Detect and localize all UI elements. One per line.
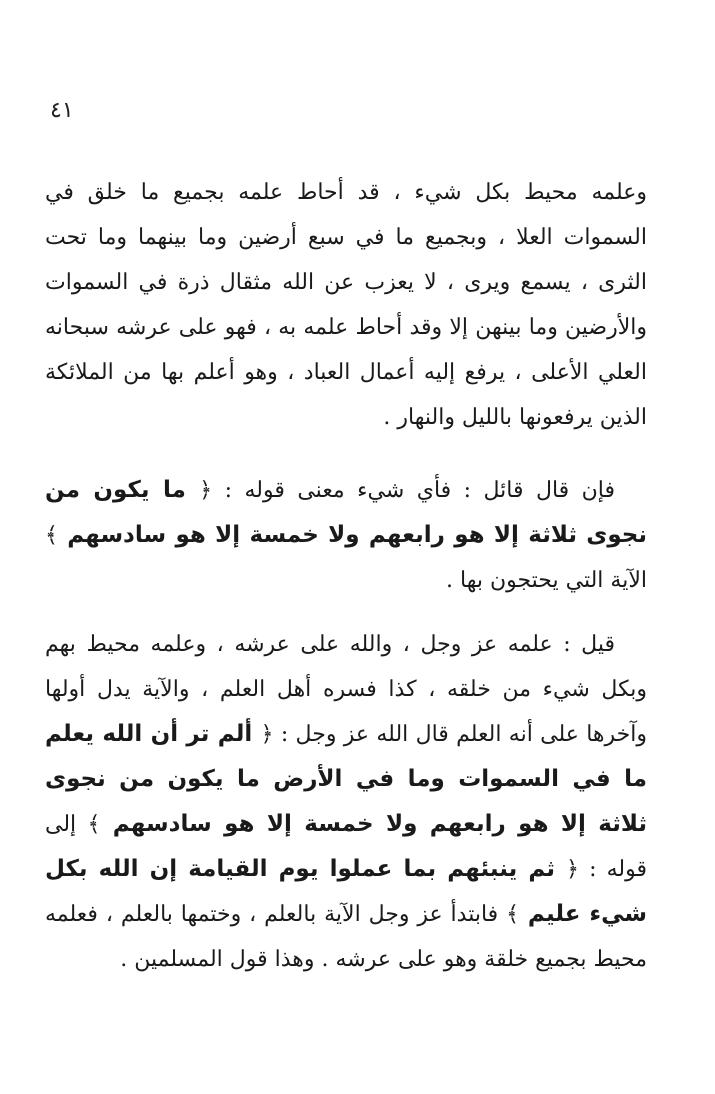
paragraph-3-part-3: ﴾ فابتدأ عز وجل الآية بالعلم ، وختمها بالعلم ، فعلمه محيط بجميع خلقة وهو على عرشه . وهذا قول المسلمين . xyxy=(45,902,647,972)
paragraph-2-intro: فإن قال قائل : فأي شيء معنى قوله : ﴿ xyxy=(199,478,616,503)
page-number: ٤١ xyxy=(50,98,74,123)
paragraph-3-part-2: ﴾ إلى قوله : ﴿ xyxy=(45,812,647,882)
paragraph-2-outro: ﴾ الآية التي يحتجون بها . xyxy=(45,523,647,593)
paragraph-3-part-1: قيل : علمه عز وجل ، والله على عرشه ، وعلمه محيط بهم وبكل شيء من خلقه ، كذا فسره أهل العلم ، والآية يدل أولها وآخرها على أنه العلم قال الله عز وجل : ﴿ xyxy=(45,632,647,747)
paragraph-3 xyxy=(45,622,647,982)
quran-quote-2: ثم ينبئهم بما عملوا يوم القيامة إن الله بكل شيء عليم xyxy=(45,856,647,927)
paragraph-1-text: وعلمه محيط بكل شيء ، قد أحاط علمه بجميع ما خلق في السموات العلا ، وبجميع ما في سبع أرضين وما بينهما وما تحت الثرى ، يسمع ويرى ، لا يعزب عن الله مثقال ذرة في السموات والأرضين وما بينهن إلا وقد أحاط علمه به ، فهو على عرشه سبحانه العلي الأعلى ، يرفع إليه أعمال العباد ، وهو أعلم بها من الملائكة الذين يرفعونها بالليل والنهار . xyxy=(45,180,647,430)
paragraph-1 xyxy=(45,170,647,440)
paragraph-2 xyxy=(45,468,647,603)
quran-quote-1: ألم تر أن الله يعلم ما في السموات وما في الأرض ما يكون من نجوى ثلاثة إلا هو رابعهم ولا خمسة إلا هو سادسهم xyxy=(45,721,647,837)
quran-quote: ما يكون من نجوى ثلاثة إلا هو رابعهم ولا خمسة إلا هو سادسهم xyxy=(45,477,647,548)
